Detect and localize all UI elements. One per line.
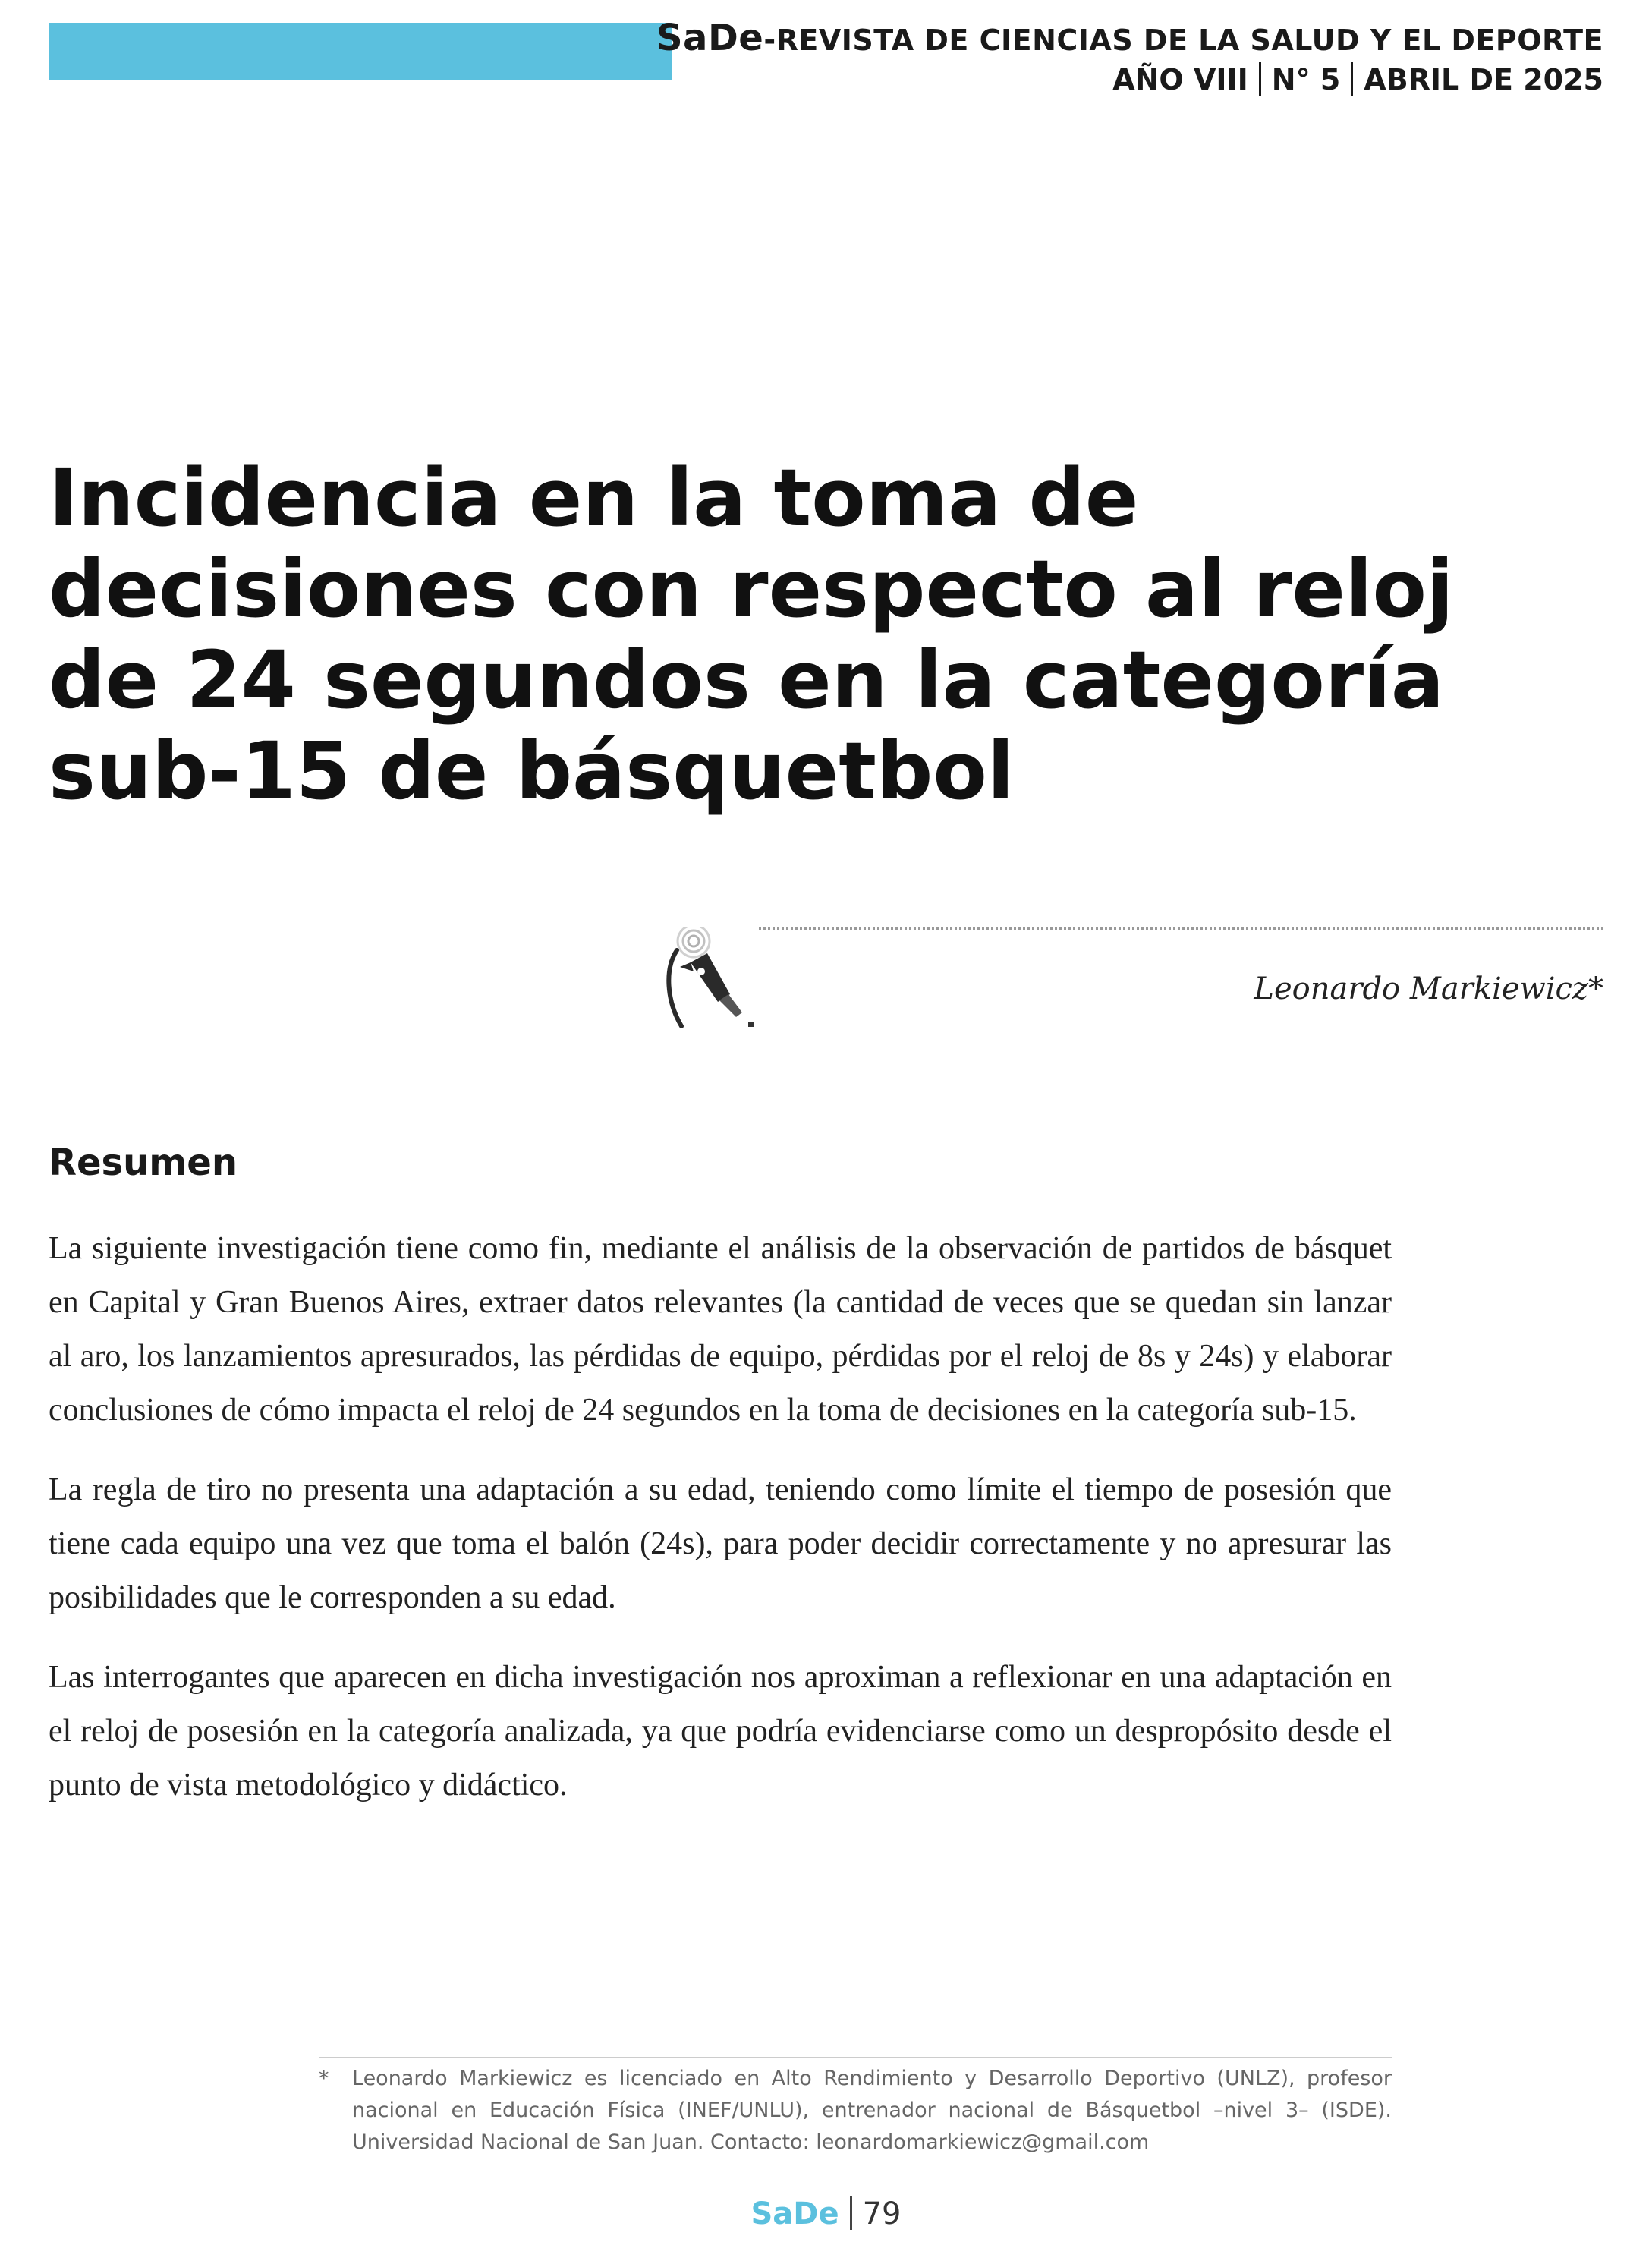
abstract-paragraph: La siguiente investigación tiene como fin, mediante el análisis de la observación de partidos de básquet en Capital y Gran Buenos Aires, extraer datos relevantes (la cantidad de veces que se quedan sin lanzar al aro, los lanzamientos apresurados, las pérdidas de equipo, pérdidas por el reloj de 8s y 24s) y elaborar conclusiones de cómo impacta el reloj de 24 segundos en la toma de decisiones en la categoría sub-15.: [49, 1231, 1392, 1428]
abstract-heading: Resumen: [49, 1141, 238, 1184]
journal-date: ABRIL DE 2025: [1364, 63, 1603, 96]
footnote-divider: [319, 2057, 1392, 2058]
title-line: sub-15 de básquetbol: [49, 725, 1015, 817]
footnote: [319, 2063, 1392, 2159]
page-footer: [0, 2195, 1652, 2233]
journal-brand: SaDe: [656, 17, 764, 59]
journal-title: [656, 18, 1603, 60]
author-divider: [759, 927, 1603, 930]
divider: [1351, 62, 1353, 96]
title-line: Incidencia en la toma de: [49, 452, 1139, 544]
fountain-pen-icon: [657, 927, 771, 1041]
header-accent-bar: [49, 23, 672, 80]
page-number: 79: [862, 2196, 902, 2231]
article-title: [49, 452, 1490, 817]
title-line: de 24 segundos en la categoría: [49, 634, 1444, 726]
divider: [1259, 62, 1261, 96]
title-line: decisiones con respecto al reloj: [49, 543, 1454, 635]
footnote-marker: *: [319, 2067, 329, 2090]
journal-issue: N° 5: [1271, 63, 1341, 96]
footnote-text: Leonardo Markiewicz es licenciado en Alto Rendimiento y Desarrollo Deportivo (UNLZ), profesor nacional en Educación Física (INEF/UNLU), entrenador nacional de Básquetbol –nivel 3– (ISDE). Universidad Nacional de San Juan. Contacto: leonardomarkiewicz@gmail.com: [352, 2067, 1392, 2154]
author-name: Leonardo Markiewicz*: [1254, 971, 1603, 1006]
abstract-body: [49, 1222, 1392, 1838]
divider: [850, 2196, 852, 2230]
footer-brand: SaDe: [750, 2196, 839, 2231]
journal-year: AÑO VIII: [1112, 63, 1248, 96]
journal-header: [656, 18, 1603, 99]
journal-name: -REVISTA DE CIENCIAS DE LA SALUD Y EL DEPORTE: [763, 24, 1603, 57]
journal-issue-line: [656, 60, 1603, 99]
abstract-paragraph: Las interrogantes que aparecen en dicha investigación nos aproximan a reflexionar en una adaptación en el reloj de posesión en la categoría analizada, ya que podría evidenciarse como un despropósito desde el punto de vista metodológico y didáctico.: [49, 1660, 1392, 1803]
abstract-paragraph: La regla de tiro no presenta una adaptación a su edad, teniendo como límite el tiempo de posesión que tiene cada equipo una vez que toma el balón (24s), para poder decidir correctamente y no apresurar las posibilidades que le corresponden a su edad.: [49, 1472, 1392, 1615]
